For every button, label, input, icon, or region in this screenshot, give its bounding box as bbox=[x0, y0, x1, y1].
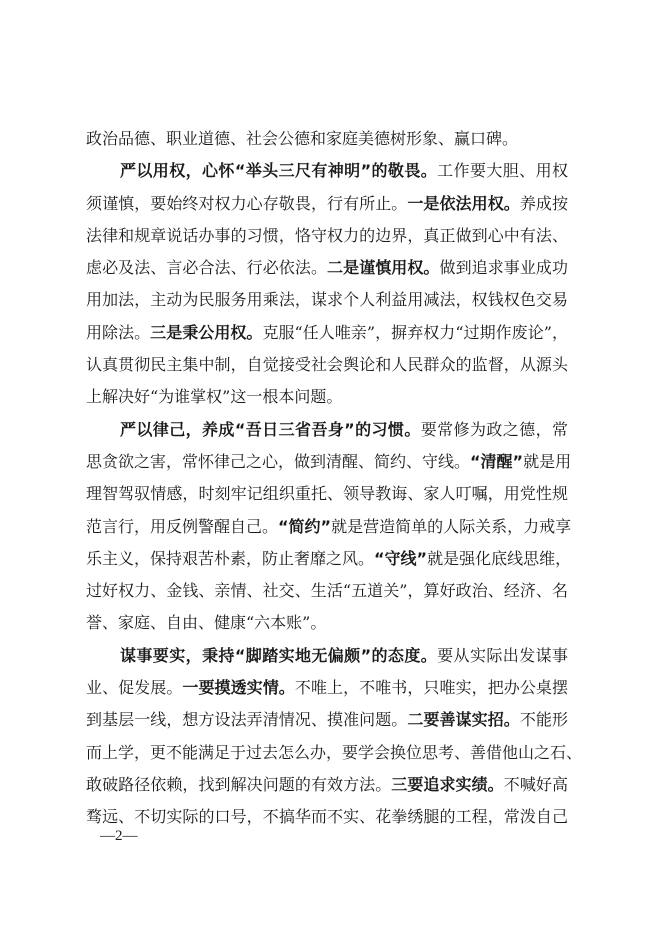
text: 用加法，主动为民服务用乘法，谋求个人利益用减法，权钱权色交易 bbox=[86, 290, 568, 310]
text: 过好权力、金钱、亲情、社交、生活“五道关”，算好政治、经济、名 bbox=[86, 581, 568, 601]
text: 理智驾驭情感，时刻牢记组织重托、领导教诲、家人叮嘱，用党性规 bbox=[86, 484, 568, 504]
text-line bbox=[86, 188, 568, 220]
text-line bbox=[86, 381, 568, 413]
text-line bbox=[86, 252, 568, 284]
bold-text: “清醒” bbox=[470, 451, 524, 471]
paragraph bbox=[86, 123, 568, 155]
bold-text: 三要追求实绩。 bbox=[391, 774, 504, 794]
text-line bbox=[86, 704, 568, 736]
text-line bbox=[86, 123, 568, 155]
bold-text: 二要善谋实招。 bbox=[407, 710, 520, 730]
text: 就是营造简单的人际关系，力戒享 bbox=[331, 516, 572, 536]
text-line bbox=[86, 284, 568, 316]
text-line bbox=[86, 672, 568, 704]
text: 乐主义，保持艰苦朴素，防止奢靡之风。 bbox=[86, 548, 375, 568]
page-number: —2— bbox=[100, 828, 138, 844]
text: 克服“任人唯亲”，摒弃权力“过期作废论”， bbox=[262, 322, 568, 342]
text: 要常修为政之德，常 bbox=[420, 419, 568, 439]
text: 就是强化底线思维， bbox=[427, 548, 572, 568]
text: 法律和规章说话办事的习惯，恪守权力的边界，真正做到心中有法、 bbox=[86, 225, 568, 245]
text-line bbox=[86, 640, 568, 672]
text-line bbox=[86, 478, 568, 510]
bold-text: 严以用权，心怀“举头三尺有神明”的敬畏。 bbox=[120, 161, 438, 181]
bold-text: 一是依法用权。 bbox=[407, 193, 520, 213]
text-line bbox=[86, 575, 568, 607]
bold-text: 严以律己，养成“吾日三省吾身”的习惯。 bbox=[120, 419, 421, 439]
text-line bbox=[86, 414, 568, 446]
text: 就是用 bbox=[523, 451, 572, 471]
text-line bbox=[86, 446, 572, 478]
text: 而上学，更不能满足于过去怎么办，要学会换位思考、善借他山之石、 bbox=[86, 742, 583, 762]
bold-text: 谋事要实，秉持“脚踏实地无偏颇”的态度。 bbox=[120, 645, 438, 665]
paragraph bbox=[86, 640, 583, 834]
text-line bbox=[86, 543, 572, 575]
text-line bbox=[86, 737, 583, 769]
text: 做到追求事业成功 bbox=[439, 258, 568, 278]
text: 养成按 bbox=[519, 193, 568, 213]
bold-text: 一要摸透实情。 bbox=[182, 678, 295, 698]
bold-text: 三是秉公用权。 bbox=[150, 322, 263, 342]
text-line bbox=[86, 511, 572, 543]
text-line bbox=[86, 155, 568, 187]
text: 要从实际出发谋事 bbox=[437, 645, 568, 665]
bold-text: “简约” bbox=[278, 516, 332, 536]
text-line bbox=[86, 349, 568, 381]
text: 认真贯彻民主集中制，自觉接受社会舆论和人民群众的监督，从源头 bbox=[86, 355, 568, 375]
text: 不喊好高 bbox=[503, 774, 568, 794]
text: 到基层一线，想方设法弄清情况、摸准问题。 bbox=[86, 710, 408, 730]
text: 虑必及法、言必合法、行必依法。 bbox=[86, 258, 328, 278]
text: 思贪欲之害，常怀律己之心，做到清醒、简约、守线。 bbox=[86, 451, 471, 471]
text: 骛远、不切实际的口号，不搞华而不实、花拳绣腿的工程，常泼自己 bbox=[86, 807, 568, 827]
text: 敢破路径依赖，找到解决问题的有效方法。 bbox=[86, 774, 392, 794]
text: 誉、家庭、自由、健康“六本账”。 bbox=[86, 613, 327, 633]
text-line bbox=[86, 220, 568, 252]
text: 须谨慎，要始终对权力心存敬畏，行有所止。 bbox=[86, 193, 408, 213]
text: 用除法。 bbox=[86, 322, 151, 342]
document-body bbox=[86, 123, 583, 834]
text: 不能形 bbox=[519, 710, 568, 730]
text: 上解决好“为谁掌权”这一根本问题。 bbox=[86, 387, 343, 407]
bold-text: “守线” bbox=[374, 548, 428, 568]
text-line bbox=[86, 801, 568, 833]
text: 不唯上，不唯书，只唯实，把办公桌摆 bbox=[294, 678, 568, 698]
text: 范言行，用反例警醒自己。 bbox=[86, 516, 279, 536]
text: 业、促发展。 bbox=[86, 678, 183, 698]
text: 工作要大胆、用权 bbox=[437, 161, 568, 181]
bold-text: 二是谨慎用权。 bbox=[327, 258, 440, 278]
paragraph bbox=[86, 155, 568, 413]
paragraph bbox=[86, 414, 572, 640]
text-line bbox=[86, 607, 568, 639]
text: 政治品德、职业道德、社会公德和家庭美德树形象、赢口碑。 bbox=[86, 129, 519, 148]
text-line bbox=[86, 317, 568, 349]
text-line bbox=[86, 769, 568, 801]
